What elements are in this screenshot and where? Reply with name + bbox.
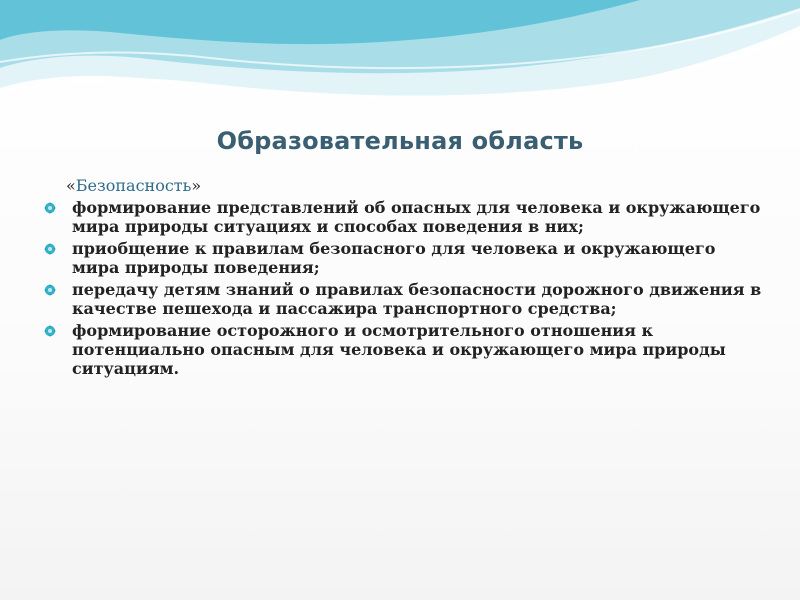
subtitle-open-quote: « — [66, 176, 76, 195]
slide-content — [44, 176, 764, 381]
subtitle — [66, 176, 764, 196]
bullet-text: формирование осторожного и осмотрительного отношения к потенциально опасным для человека и окружающего мира природы ситуациям. — [72, 321, 726, 378]
teal-gear-bullet-icon — [44, 243, 56, 255]
list-item — [44, 239, 764, 277]
teal-gear-bullet-icon — [44, 325, 56, 337]
bullet-list — [44, 198, 764, 378]
bullet-text: формирование представлений об опасных для человека и окружающего мира природы ситуациях и способах поведения в них; — [72, 198, 761, 236]
subtitle-text: Безопасность — [75, 176, 192, 195]
list-item — [44, 198, 764, 236]
slide-title: Образовательная область — [216, 127, 584, 155]
list-item — [44, 280, 764, 318]
list-item — [44, 321, 764, 378]
header-wave-decoration — [0, 0, 800, 120]
subtitle-close-quote: » — [191, 176, 202, 195]
bullet-text: передачу детям знаний о правилах безопасности дорожного движения в качестве пешехода и пассажира транспортного средства; — [72, 280, 762, 318]
teal-gear-bullet-icon — [44, 202, 56, 214]
bullet-text: приобщение к правилам безопасного для человека и окружающего мира природы поведения; — [72, 239, 716, 277]
teal-gear-bullet-icon — [44, 284, 56, 296]
